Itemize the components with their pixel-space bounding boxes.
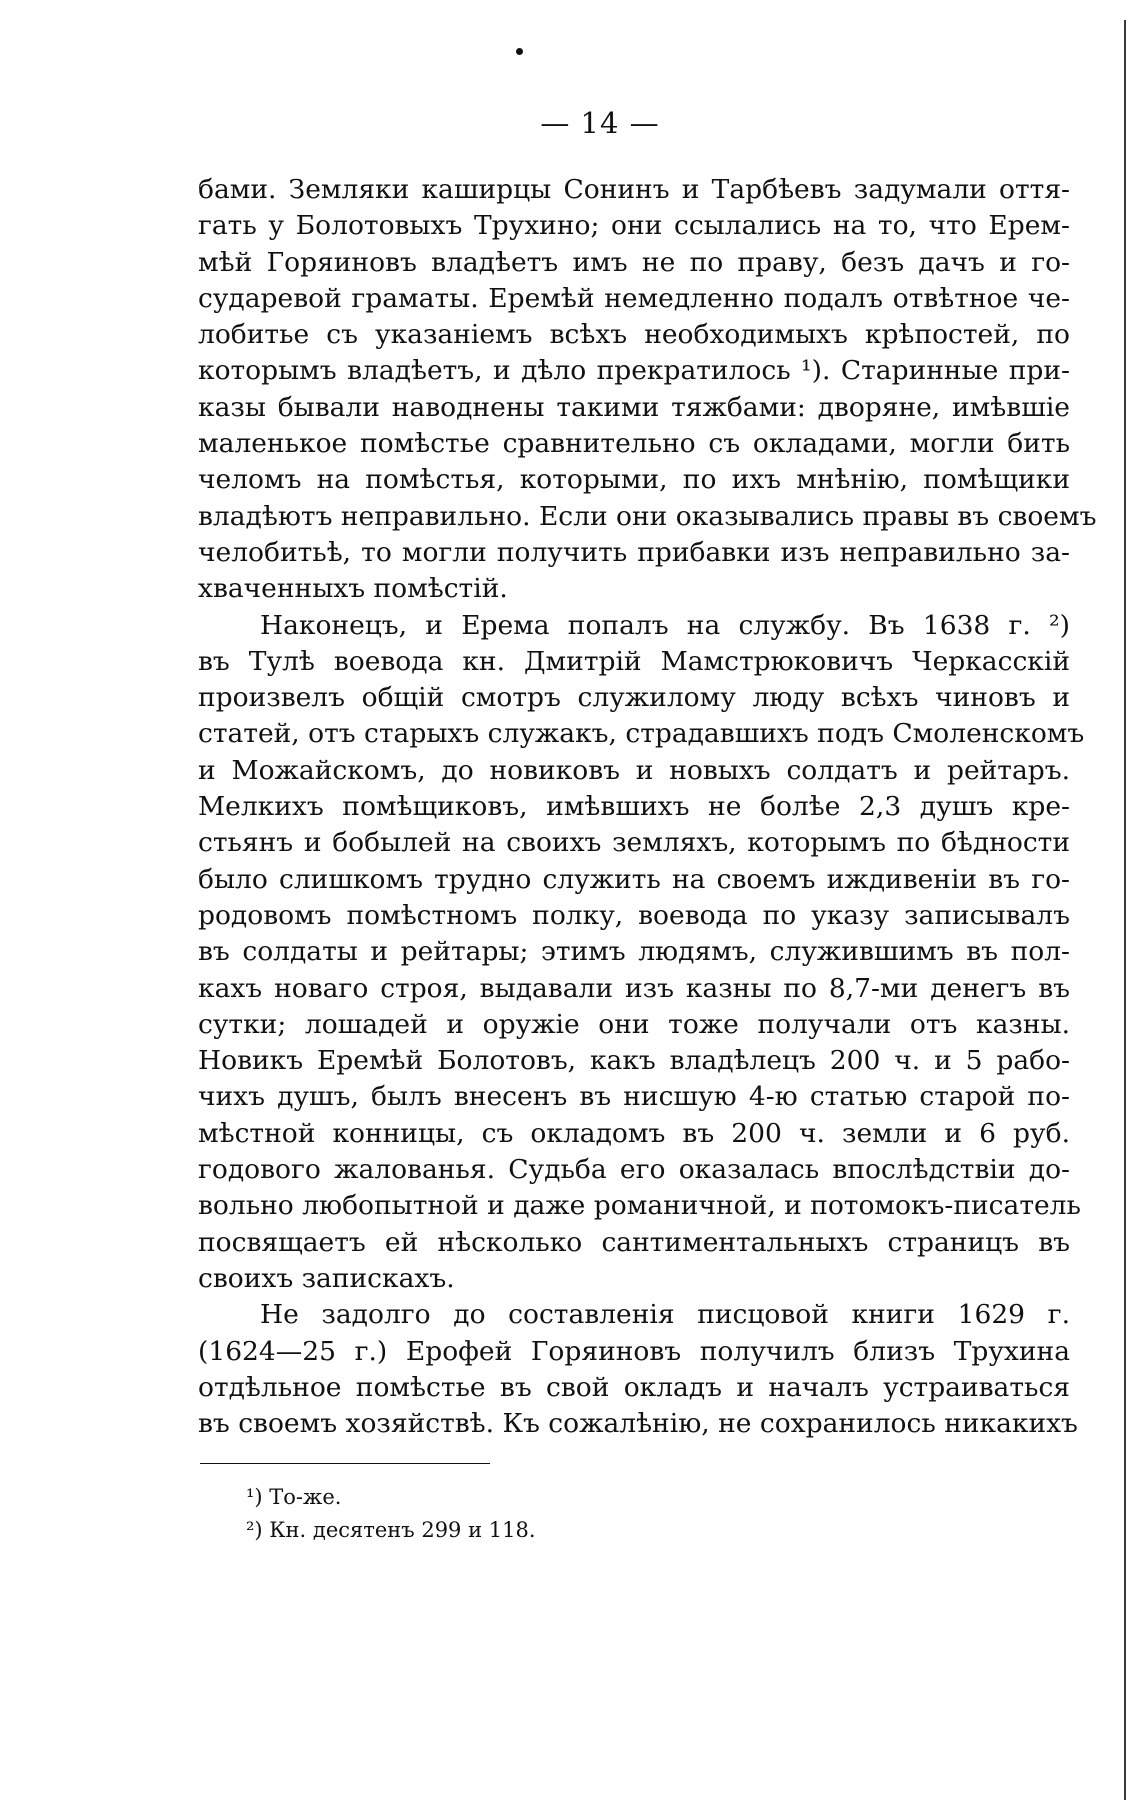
- text-line: кахъ новаго строя, выдавали изъ казны по 8,7-ми денегъ въ: [198, 972, 1070, 1004]
- text-line: челобитьѣ, то могли получить прибавки изъ неправильно за-: [198, 536, 1070, 568]
- text-line: гать у Болотовыхъ Трухино; они ссылались на то, что Ерем-: [198, 210, 1070, 242]
- text-line: бами. Земляки каширцы Сонинъ и Тарбѣевъ задумали оття-: [198, 174, 1070, 205]
- text-line: сударевой граматы. Еремѣй немедленно подалъ отвѣтное че-: [198, 282, 1070, 314]
- text-line: лобитье съ указаніемъ всѣхъ необходимыхъ крѣпостей, по: [198, 319, 1070, 351]
- footnote-2: ²) Кн. десятенъ 299 и 118.: [246, 1518, 536, 1542]
- text-line: своихъ запискахъ.: [198, 1262, 455, 1294]
- text-line: сутки; лошадей и оружіе они тоже получали отъ казны.: [198, 1008, 1070, 1040]
- text-line: родовомъ помѣстномъ полку, воевода по указу записывалъ: [198, 899, 1070, 931]
- page-number: — 14 —: [540, 106, 660, 140]
- text-line: въ своемъ хозяйствѣ. Къ сожалѣнію, не сохранилось никакихъ: [198, 1408, 1078, 1440]
- page-edge-line: [1124, 20, 1126, 1800]
- paragraph-2: [198, 608, 1085, 1298]
- text-line: и Можайскомъ, до новиковъ и новыхъ солдатъ и рейтаръ.: [198, 754, 1070, 786]
- text-line: маленькое помѣстье сравнительно съ окладами, могли бить: [198, 428, 1070, 460]
- speck-mark: [516, 48, 523, 55]
- text-line: хваченныхъ помѣстій.: [198, 573, 508, 605]
- text-line: мѣстной конницы, съ окладомъ въ 200 ч. земли и 6 руб.: [198, 1117, 1070, 1149]
- text-line: (1624—25 г.) Ерофей Горяиновъ получилъ близъ Трухина: [198, 1335, 1070, 1367]
- paragraph-3: [198, 1297, 1078, 1442]
- text-line: казы бывали наводнены такими тяжбами: дворяне, имѣвшіе: [198, 391, 1070, 423]
- text-line: отдѣльное помѣстье въ свой окладъ и началъ устраиваться: [198, 1371, 1070, 1403]
- text-line: произвелъ общій смотръ служилому люду всѣхъ чиновъ и: [198, 682, 1070, 714]
- text-line: посвящаетъ ей нѣсколько сантиментальныхъ страницъ въ: [198, 1226, 1070, 1258]
- body-text: [198, 172, 1097, 1442]
- text-line: Новикъ Еремѣй Болотовъ, какъ владѣлецъ 200 ч. и 5 рабо-: [198, 1045, 1070, 1077]
- text-line: которымъ владѣетъ, и дѣло прекратилось ¹). Старинные при-: [198, 355, 1070, 387]
- text-line: годового жалованья. Судьба его оказалась впослѣдствіи до-: [198, 1154, 1070, 1186]
- footnotes: [246, 1481, 536, 1547]
- text-line: стьянъ и бобылей на своихъ земляхъ, которымъ по бѣдности: [198, 827, 1070, 859]
- text-line: владѣютъ неправильно. Если они оказывались правы въ своемъ: [198, 500, 1097, 532]
- text-line: челомъ на помѣстья, которыми, по ихъ мнѣнію, помѣщики: [198, 464, 1070, 496]
- text-line: чихъ душъ, былъ внесенъ въ нисшую 4-ю статью старой по-: [198, 1081, 1070, 1113]
- footnote-rule: [200, 1463, 490, 1464]
- text-line: вольно любопытной и даже романичной, и потомокъ-писатель: [198, 1190, 1081, 1222]
- text-line: статей, отъ старыхъ служакъ, страдавшихъ подъ Смоленскомъ: [198, 718, 1085, 750]
- text-line: въ Тулѣ воевода кн. Дмитрій Мамстрюковичъ Черкасскій: [198, 645, 1070, 677]
- text-line: было слишкомъ трудно служить на своемъ иждивеніи въ го-: [198, 863, 1070, 895]
- text-line: Наконецъ, и Ерема попалъ на службу. Въ 1638 г. ²): [260, 609, 1070, 641]
- paragraph-1: [198, 172, 1097, 608]
- text-line: Не задолго до составленія писцовой книги 1629 г.: [260, 1299, 1070, 1331]
- footnote-1: ¹) То-же.: [246, 1485, 342, 1509]
- text-line: въ солдаты и рейтары; этимъ людямъ, служившимъ въ пол-: [198, 936, 1070, 968]
- text-line: Мелкихъ помѣщиковъ, имѣвшихъ не болѣе 2,3 душъ кре-: [198, 791, 1070, 823]
- text-line: мѣй Горяиновъ владѣетъ имъ не по праву, безъ дачъ и го-: [198, 246, 1070, 278]
